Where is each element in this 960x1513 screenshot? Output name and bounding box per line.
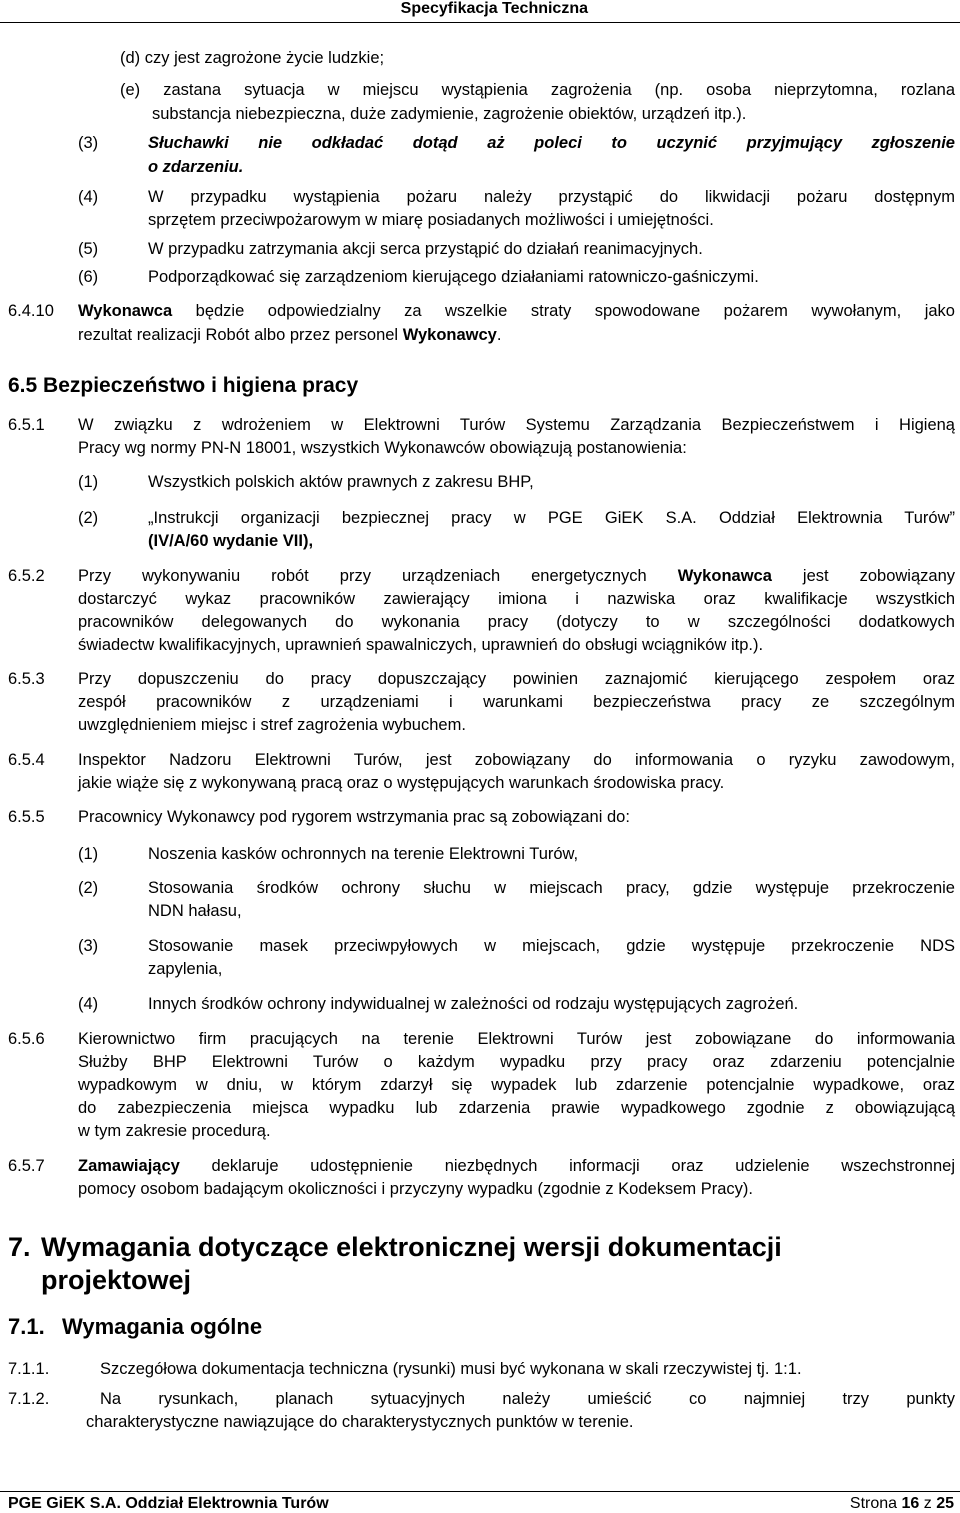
section-6-5-5-item2-line1: Stosowania środków ochrony słuchu w miejscach pracy, gdzie występuje przekroczenie bbox=[148, 879, 955, 897]
section-6-5-5-line1: Pracownicy Wykonawcy pod rygorem wstrzymania prac są zobowiązani do: bbox=[78, 808, 630, 826]
section-6-4-10-line1 bbox=[78, 302, 955, 321]
section-7-1-2-line2: charakterystyczne nawiązujące do charakterystycznych punktów w terenie. bbox=[86, 1413, 634, 1431]
section-6-5-5-item3-line2: zapylenia, bbox=[148, 960, 223, 978]
section-6-5-5-item4-number: (4) bbox=[78, 995, 99, 1013]
section-6-5-5-item1: Noszenia kasków ochronnych na terenie Elektrowni Turów, bbox=[148, 845, 579, 863]
section-6-5-2-line1 bbox=[78, 567, 955, 586]
chapter-7-number: 7. bbox=[8, 1232, 31, 1262]
section-6-5-5-item3-line1: Stosowanie masek przeciwpyłowych w miejscach, gdzie występuje przekroczenie NDS bbox=[148, 937, 955, 955]
section-6-5-3-line2: zespół pracowników z urządzeniami i warunkami bezpieczeństwa pracy ze szczególnym bbox=[78, 693, 955, 711]
item-4-line2: sprzętem przeciwpożarowym w miarę posiadanych możliwości i umiejętności. bbox=[148, 211, 714, 229]
footer-company: PGE GiEK S.A. Oddział Elektrownia Turów bbox=[8, 1495, 329, 1512]
section-6-5-7-line2: pomocy osobom badającym okoliczności i przyczyny wypadku (zgodnie z Kodeksem Pracy). bbox=[78, 1180, 753, 1198]
section-7-1-number: 7.1. bbox=[8, 1314, 45, 1339]
line-d: (d) czy jest zagrożone życie ludzkie; bbox=[120, 49, 385, 67]
total-pages: 25 bbox=[936, 1495, 954, 1512]
section-6-5-6-line4: do zabezpieczenia miejsca wypadku lub zdarzenia prawie wypadkowego zgodnie z obowiązującą bbox=[78, 1099, 955, 1117]
section-6-5-1-number: 6.5.1 bbox=[8, 416, 45, 434]
section-6-5-1-item1-number: (1) bbox=[78, 473, 99, 491]
page-of-label: z bbox=[923, 1495, 932, 1512]
item-4-line1: W przypadku wystąpienia pożaru należy przystąpić do likwidacji pożaru dostępnym bbox=[148, 188, 955, 206]
chapter-7-title-line1: Wymagania dotyczące elektronicznej wersji dokumentacji bbox=[41, 1232, 782, 1262]
section-6-5-6-line2: Służby BHP Elektrowni Turów o każdym wypadku przy pracy oraz zdarzeniu potencjalnie bbox=[78, 1053, 955, 1071]
section-6-5-2-line1c: jest zobowiązany bbox=[802, 567, 956, 585]
section-6-5-4-line2: jakie wiąże się z wykonywaną pracą oraz o występujących warunkach środowiska pracy. bbox=[78, 774, 725, 792]
item-6-line1: Podporządkować się zarządzeniom kierującego działaniami ratowniczo-gaśniczymi. bbox=[148, 268, 759, 286]
page-label: Strona bbox=[849, 1495, 898, 1512]
section-6-5-2-line2: dostarczyć wykaz pracowników zawierający imiona i nazwiska oraz kwalifikacje wszystkich bbox=[78, 590, 955, 608]
item-3-line1: Słuchawki nie odkładać dotąd aż poleci to uczynić przyjmujący zgłoszenie bbox=[148, 134, 955, 152]
section-6-5-1-item2-line1: „Instrukcji organizacji bezpiecznej pracy w PGE GiEK S.A. Oddział Elektrownia Turów” bbox=[148, 509, 955, 527]
section-7-1-1-number: 7.1.1. bbox=[8, 1360, 50, 1378]
section-6-5-1-line2: Pracy wg normy PN-N 18001, wszystkich Wykonawców obowiązują postanowienia: bbox=[78, 439, 687, 457]
section-6-5-5-item2-number: (2) bbox=[78, 879, 99, 897]
header-divider bbox=[0, 22, 960, 23]
section-6-5-4-number: 6.5.4 bbox=[8, 751, 45, 769]
section-6-5-1-item1: Wszystkich polskich aktów prawnych z zakresu BHP, bbox=[148, 473, 534, 491]
period: . bbox=[496, 326, 502, 344]
employer-term: Zamawiający bbox=[78, 1157, 180, 1175]
item-5-number: (5) bbox=[78, 240, 99, 258]
section-7-1-2-number: 7.1.2. bbox=[8, 1390, 50, 1408]
section-6-4-10-number: 6.4.10 bbox=[8, 302, 54, 320]
section-6-5-2-line1a: Przy wykonywaniu robót przy urządzeniach energetycznych bbox=[78, 567, 647, 585]
section-6-5-heading: 6.5 Bezpieczeństwo i higiena pracy bbox=[8, 374, 359, 397]
item-6-number: (6) bbox=[78, 268, 99, 286]
section-6-5-3-line1: Przy dopuszczeniu do pracy dopuszczający powinien zaznajomić kierującego zespołem oraz bbox=[78, 670, 955, 688]
current-page: 16 bbox=[901, 1495, 920, 1512]
section-6-5-7-line1 bbox=[78, 1157, 955, 1176]
line-e2: substancja niebezpieczna, duże zadymienie, zagrożenie obiektów, urządzeń itp.). bbox=[152, 105, 747, 123]
section-6-5-2-line3: pracowników delegowanych do wykonania pracy (dotyczy to w szczególności dodatkowych bbox=[78, 613, 955, 631]
section-6-4-10-line2 bbox=[78, 326, 501, 345]
footer-page-number bbox=[850, 1495, 954, 1513]
line-e1: (e) zastana sytuacja w miejscu wystąpienia zagrożenia (np. osoba nieprzytomna, rozlana bbox=[120, 81, 955, 99]
footer-divider bbox=[0, 1491, 960, 1492]
contractor-term-2: Wykonawcy bbox=[402, 326, 497, 344]
section-6-5-6-line1: Kierownictwo firm pracujących na terenie Elektrowni Turów jest zobowiązane do informowania bbox=[78, 1030, 955, 1048]
section-6-5-5-number: 6.5.5 bbox=[8, 808, 45, 826]
section-6-5-1-item2-number: (2) bbox=[78, 509, 99, 527]
section-6-5-4-line1: Inspektor Nadzoru Elektrowni Turów, jest zobowiązany do informowania o ryzyku zawodowym, bbox=[78, 751, 955, 769]
section-6-5-3-number: 6.5.3 bbox=[8, 670, 45, 688]
section-6-5-3-line3: uwzględnieniem miejsc i stref zagrożenia wybuchem. bbox=[78, 716, 466, 734]
item-3-line2: o zdarzeniu. bbox=[148, 158, 244, 176]
section-6-5-7-line1-text: deklaruje udostępnienie niezbędnych informacji oraz udzielenie wszechstronnej bbox=[211, 1157, 955, 1175]
contractor-term: Wykonawca bbox=[78, 302, 173, 320]
section-6-4-10-line2-text: rezultat realizacji Robót albo przez personel bbox=[78, 326, 399, 344]
section-7-1-2-line1: Na rysunkach, planach sytuacyjnych należy umieścić co najmniej trzy punkty bbox=[100, 1390, 955, 1408]
section-6-5-5-item3-number: (3) bbox=[78, 937, 99, 955]
item-4-number: (4) bbox=[78, 188, 99, 206]
section-7-1-1-line1: Szczegółowa dokumentacja techniczna (rysunki) musi być wykonana w skali rzeczywistej tj. 1:1. bbox=[100, 1360, 802, 1378]
section-6-5-5-item1-number: (1) bbox=[78, 845, 99, 863]
section-6-5-1-item2-line2: (IV/A/60 wydanie VII), bbox=[148, 532, 314, 550]
item-3-number: (3) bbox=[78, 134, 99, 152]
page-header-title: Specyfikacja Techniczna bbox=[400, 0, 588, 17]
contractor-term-3: Wykonawca bbox=[677, 567, 772, 585]
section-6-5-2-number: 6.5.2 bbox=[8, 567, 45, 585]
section-6-5-7-number: 6.5.7 bbox=[8, 1157, 45, 1175]
item-5-line1: W przypadku zatrzymania akcji serca przystąpić do działań reanimacyjnych. bbox=[148, 240, 703, 258]
section-6-5-6-line5: w tym zakresie procedurą. bbox=[78, 1122, 271, 1140]
section-6-5-5-item2-line2: NDN hałasu, bbox=[148, 902, 242, 920]
section-6-5-1-line1: W związku z wdrożeniem w Elektrowni Turów Systemu Zarządzania Bezpieczeństwem i Higieną bbox=[78, 416, 955, 434]
section-6-5-2-line4: świadectw kwalifikacyjnych, uprawnień spawalniczych, uprawnień do obsługi wciągników itp.). bbox=[78, 636, 764, 654]
section-6-5-6-line3: wypadkowym w dniu, w którym zdarzył się wypadek lub zdarzenie potencjalnie wypadkowe, oraz bbox=[78, 1076, 955, 1094]
section-6-5-5-item4: Innych środków ochrony indywidualnej w zależności od rodzaju występujących zagrożeń. bbox=[148, 995, 799, 1013]
section-6-5-6-number: 6.5.6 bbox=[8, 1030, 45, 1048]
chapter-7-title-line2: projektowej bbox=[41, 1265, 192, 1295]
section-7-1-title: Wymagania ogólne bbox=[62, 1314, 263, 1339]
section-6-4-10-line1-text: będzie odpowiedzialny za wszelkie straty spowodowane pożarem wywołanym, jako bbox=[195, 302, 955, 320]
